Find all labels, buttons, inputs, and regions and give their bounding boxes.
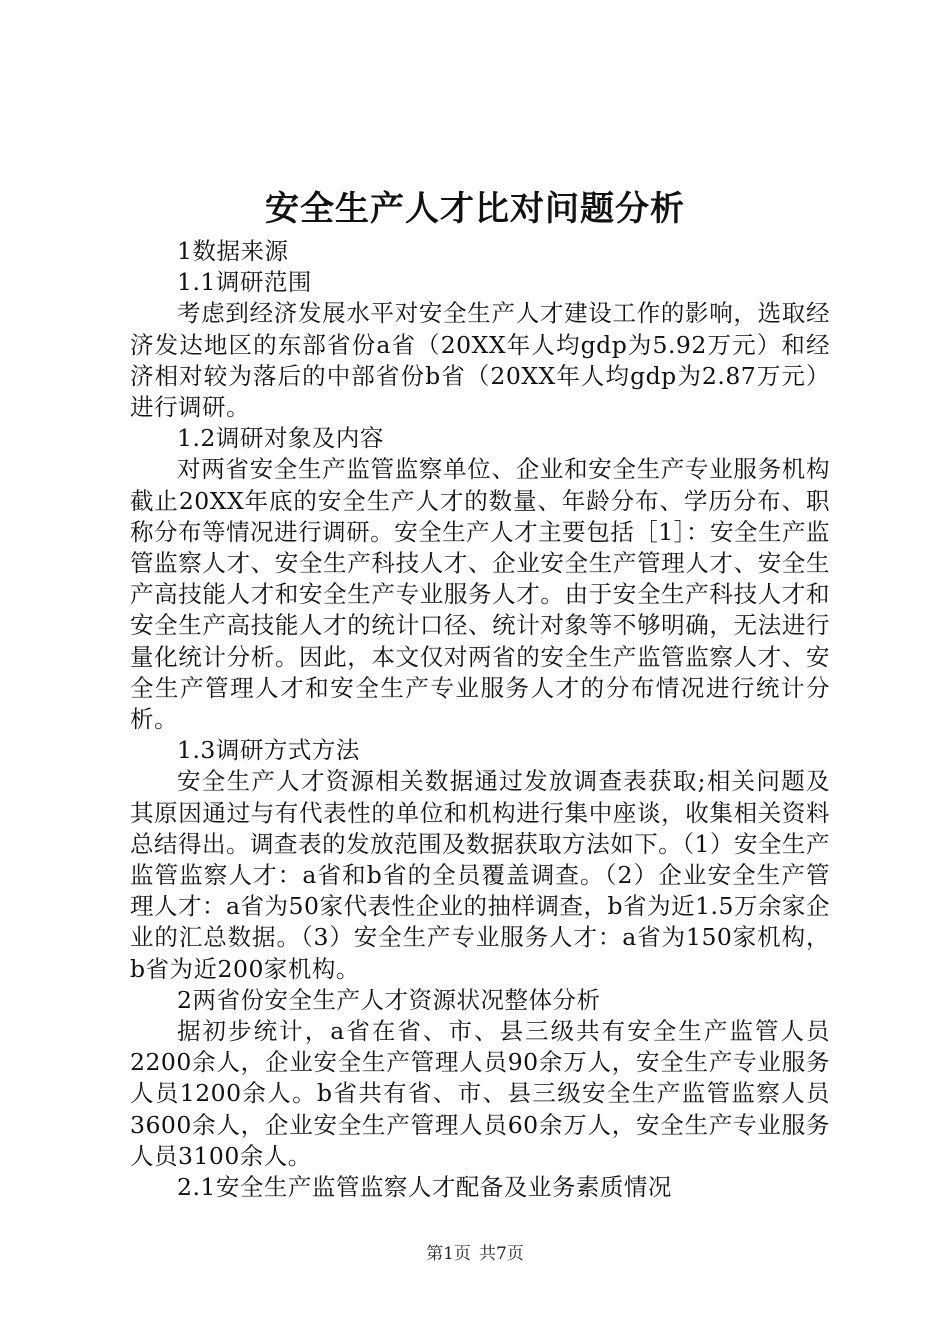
page-total: 共7页: [479, 1244, 524, 1264]
section-heading: 2.1安全生产监管监察人才配备及业务素质情况: [177, 1173, 672, 1202]
section-heading: 1.2调研对象及内容: [177, 424, 384, 453]
body-paragraph: 据初步统计，a省在省、市、县三级共有安全生产监管人员2200余人，企业安全生产管理人员90余万人，安全生产专业服务人员1200余人。b省共有省、市、县三级安全生产监管监察人员3600余人，企业安全生产管理人员60余万人，安全生产专业服务人员3100余人。: [130, 1017, 830, 1170]
section-heading: 1.3调研方式方法: [177, 736, 360, 765]
section-heading: 1数据来源: [177, 237, 289, 265]
body-paragraph: 安全生产人才资源相关数据通过发放调查表获取;相关问题及其原因通过与有代表性的单位和机构进行集中座谈，收集相关资料总结得出。调查表的发放范围及数据获取方法如下。（1）安全生产监管监察人才：a省和b省的全员覆盖调查。（2）企业安全生产管理人才：a省为50家代表性企业的抽样调查，b省为近1.5万余家企业的汇总数据。（3）安全生产专业服务人才：a省为150家机构，b省为近200家机构。: [130, 767, 830, 983]
page-footer: [0, 1242, 950, 1266]
body-paragraph: 考虑到经济发展水平对安全生产人才建设工作的影响，选取经济发达地区的东部省份a省（20XX年人均gdp为5.92万元）和经济相对较为落后的中部省份b省（20XX年人均gdp为2.87万元）进行调研。: [130, 299, 830, 422]
body-paragraph: 对两省安全生产监管监察单位、企业和安全生产专业服务机构截止20XX年底的安全生产人才的数量、年龄分布、学历分布、职称分布等情况进行调研。安全生产人才主要包括［1］：安全生产监管监察人才、安全生产科技人才、企业安全生产管理人才、安全生产高技能人才和安全生产专业服务人才。由于安全生产科技人才和安全生产高技能人才的统计口径、统计对象等不够明确，无法进行量化统计分析。因此，本文仅对两省的安全生产监管监察人才、安全生产管理人才和安全生产专业服务人才的分布情况进行统计分析。: [130, 455, 830, 734]
section-heading: 2两省份安全生产人才资源状况整体分析: [177, 985, 601, 1014]
page-number: 第1页: [426, 1244, 471, 1264]
section-heading: 1.1调研范围: [177, 268, 312, 297]
document-title: 安全生产人才比对问题分析: [265, 189, 685, 229]
document-body: [130, 236, 830, 1203]
